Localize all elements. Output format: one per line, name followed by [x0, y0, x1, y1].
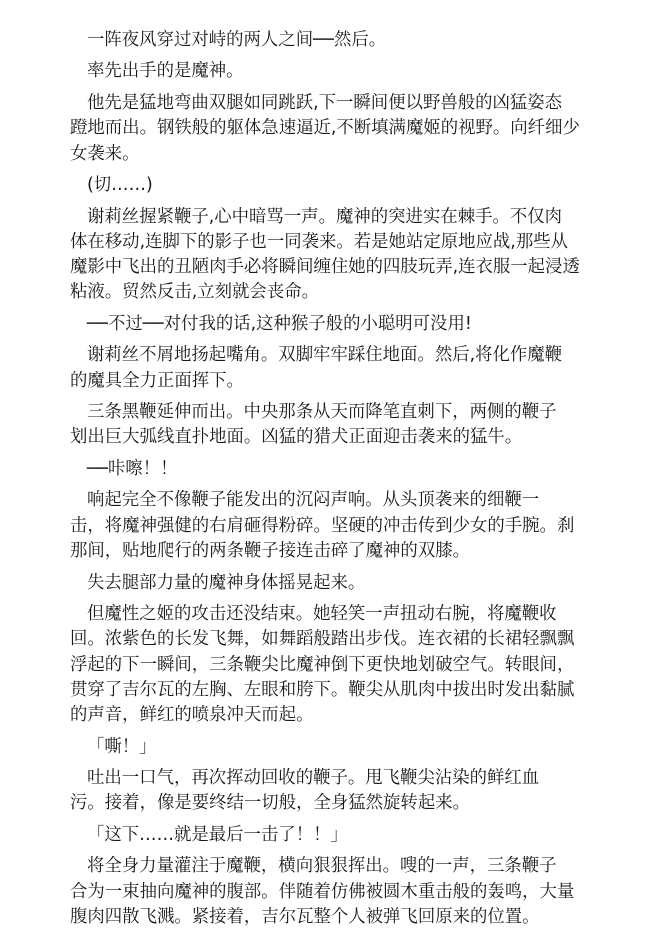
paragraph-line: 失去腿部力量的魔神身体摇晃起来。: [87, 572, 366, 593]
paragraph-line: 体在移动,连脚下的影子也一同袭来。若是她站定原地应战,那些从: [70, 231, 568, 252]
paragraph-line: (切……): [87, 175, 153, 196]
paragraph-line: 三条黑鞭延伸而出。中央那条从天而降笔直刺下，两侧的鞭子: [87, 402, 557, 423]
paragraph-line: 吐出一口气，再次挥动回收的鞭子。甩飞鞭尖沾染的鲜红血: [87, 768, 540, 789]
paragraph-line: 魔影中飞出的丑陋肉手必将瞬间缠住她的四肢玩弄,连衣服一起浸透: [70, 257, 580, 278]
paragraph-line: 「嘶！」: [87, 736, 157, 757]
paragraph: [70, 854, 633, 930]
paragraph-line: 的声音，鲜红的喷泉冲天而起。: [70, 705, 314, 726]
paragraph-line: 合为一束抽向魔神的腹部。伴随着仿佛被圆木重击般的轰鸣，大量: [70, 881, 575, 902]
paragraph-line: 谢莉丝握紧鞭子,心中暗骂一声。魔神的突进实在棘手。不仅肉: [87, 206, 563, 227]
paragraph: [70, 205, 633, 306]
paragraph-line: 将全身力量灌注于魔鞭，横向狠狠挥出。嗖的一声，三条鞭子: [87, 856, 557, 877]
paragraph: [87, 457, 633, 482]
novel-page: [70, 28, 633, 937]
paragraph-line: 但魔性之姬的攻击还没结束。她轻笑一声扭动右腕，将魔鞭收: [87, 604, 557, 624]
paragraph-line: 响起完全不像鞭子能发出的沉闷声响。从头顶袭来的细鞭一: [87, 490, 540, 511]
paragraph-line: 粘液。贸然反击,立刻就会丧命。: [70, 282, 319, 303]
paragraph-line: ──咔嚓！！: [87, 458, 178, 479]
paragraph-line: 的魔具全力正面挥下。: [70, 370, 244, 391]
paragraph-line: 他先是猛地弯曲双腿如同跳跃,下一瞬间便以野兽般的凶猛姿态: [87, 92, 563, 113]
paragraph: [87, 173, 633, 198]
paragraph-line: 贯穿了吉尔瓦的左胸、左眼和胯下。鞭尖从肌肉中拔出时发出黏腻: [70, 679, 575, 700]
paragraph-line: 一阵夜风穿过对峙的两人之间──然后。: [87, 30, 387, 50]
paragraph: [87, 823, 633, 848]
paragraph: [70, 766, 633, 817]
paragraph: [70, 91, 633, 167]
paragraph-line: 回。浓紫色的长发飞舞，如舞蹈般踏出步伐。连衣裙的长裙轻飘飘: [70, 629, 575, 650]
paragraph-line: 「这下……就是最后一击了！！」: [87, 824, 348, 845]
paragraph-line: 那间，贴地爬行的两条鞭子接连击碎了魔神的双膝。: [70, 541, 470, 562]
paragraph: [70, 602, 633, 728]
paragraph: [87, 28, 633, 53]
paragraph-line: 谢莉丝不屑地扬起嘴角。双脚牢牢踩住地面。然后,将化作魔鞭: [87, 345, 563, 366]
paragraph: [70, 400, 633, 451]
paragraph: [87, 59, 633, 84]
paragraph: [70, 488, 633, 564]
paragraph-line: 划出巨大弧线直扑地面。凶猛的猎犬正面迎击袭来的猛牛。: [70, 427, 523, 448]
paragraph: [70, 343, 633, 394]
paragraph-line: 污。接着，像是要终结一切般，全身猛然旋转起来。: [70, 793, 470, 814]
paragraph: [87, 312, 633, 337]
paragraph-line: 率先出手的是魔神。: [87, 61, 244, 82]
paragraph: [87, 735, 633, 760]
paragraph-line: 浮起的下一瞬间，三条鞭尖比魔神倒下更快地划破空气。转眼间，: [70, 654, 575, 675]
paragraph-line: 击，将魔神强健的右肩砸得粉碎。坚硬的冲击传到少女的手腕。刹: [70, 515, 575, 536]
paragraph: [87, 571, 633, 596]
paragraph-line: 女袭来。: [70, 143, 140, 164]
paragraph-line: 蹬地而出。钢铁般的躯体急速逼近,不断填满魔姬的视野。向纤细少: [70, 118, 580, 139]
paragraph-line: ──不过──对付我的话,这种猴子般的小聪明可没用!: [87, 313, 472, 334]
paragraph-line: 腹肉四散飞溅。紧接着，吉尔瓦整个人被弹飞回原来的位置。: [70, 907, 540, 928]
